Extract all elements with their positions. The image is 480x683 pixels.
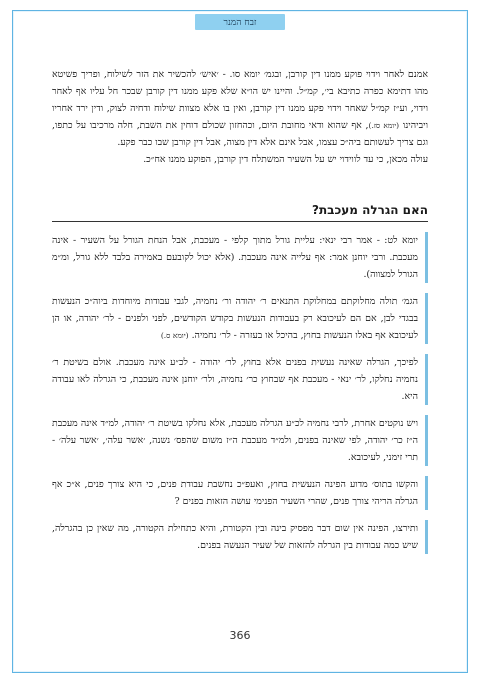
quote-block-3 (52, 354, 428, 405)
quote-block-4 (52, 415, 428, 466)
page-number: 366 (229, 629, 251, 642)
intro-paragraph-1: אמנם לאחר וידוי פוקע ממנו דין קורבן, ובגמ׳ יומא סו. - ׳איש׳ להכשיר את הזר לשילוח, ופריך פשיטא מהו דתימא כפרה כתיבא בי׳, קמ״ל. והיינו יש הו״א שלא פקע ממנו דין קורבן שבכר חל עליו אף לאחר וידוי, וע״ז קמ״ל שאחר וידוי פקע ממנו דין קורבן, ואין בו אלא מצוות שילוח ודחיה לצוק, ודין ירד אחריו ויביהינו (יומא סז.), אף שהוא ודאי מחובת היום, וכהחזון שכולם דוחין את השבת, חלה מרכיבו על כתפו, וגם צריך לעשותם ביה״כ עצמו, אבל אינם אלא דין מצוה, אבל דין קורבן שבו כבר פקע. (52, 69, 428, 148)
running-header-title: זבח המנר (223, 17, 257, 28)
running-header (195, 14, 285, 30)
body-paragraph-5: והקשו בתוס׳ מדוע הפינה הנעשית בחוץ, ואעפ״כ נחשבת עבודת פנים, כי היא צורך פנים, א״כ אף הגרלה הריהי צורך פנים, שהרי השעיר הפנימי עושה הזאות בפנים ? (52, 479, 418, 507)
source-citation: (יומא ס.) (160, 331, 189, 340)
quote-block-2 (52, 293, 428, 344)
page-content (52, 66, 428, 554)
quote-block-5 (52, 476, 428, 510)
body-paragraph-4: ויש נוקטים אחרת, לרבי נחמיה לכ״ע הגרלה מעכבת, אלא נחלקו בשיטת ר׳ יהודה, למ״ד אינה מעכבת ה״ז כר׳ יהודה, לפי שאינה בפנים, ולמ״ד מעכבת ה״ז משום שהפס׳ נשנה, ׳אשר עלה׳, ׳אשר עלה׳ - תרי זימני, לעיכובא. (52, 418, 418, 463)
body-paragraph-1: יומא לט: - אמר רבי ינאי: עליית גורל מתוך קלפי - מעכבת, אבל הנחת הגורל על השעיר - אינה מעכבת. ורבי יוחנן אמר: אף עלייה אינה מעכבת. (אלא יכול לקובעם באמירה בלבד ללא גורל, ומ״מ הגורל למצווה). (52, 235, 418, 280)
quote-block-6 (52, 520, 428, 554)
quote-block-1 (52, 232, 428, 283)
body-paragraph-6: ותירצו, הפינה אין שום דבר מפסיק בינה ובין הקטורת, והיא כתחילת הקטורה, מה שאין כן בהגרלה, שיש כמה עבודות בין הגרלה להזאות של שעיר הנעשה בפנים. (52, 523, 418, 551)
section-title: האם הגרלה מעכבת? (52, 202, 428, 222)
section-spacer (52, 168, 428, 202)
body-paragraph-3: לפיכך, הגרלה שאינה נעשית בפנים אלא בחוץ, לר׳ יהודה - לכ״ע אינה מעכבת. אולם בשיטת ר׳ נחמיה נחלקו, לר׳ ינאי - מעכבת אף שבחוץ כר׳ נחמיה, ולר׳ יוחנן אינה מעכבת, כי הגרלה לאו עבודה היא. (52, 357, 418, 402)
source-citation: (יומא סז.) (368, 121, 400, 130)
intro-paragraph-2: עולה מכאן, כי עד לווידוי יש על השעיר המשתלח דין קורבן, הפוקע ממנו אח״כ. (143, 154, 428, 165)
body-paragraph-2: הגמ׳ תולה מחלוקתם במחלוקת התנאים ר׳ יהודה ור׳ נחמיה, לגבי עבודות מיוחדות ביוה״כ הנעשות בבגדי לבן, אם הם לעיכובא רק בעבודות הנעשות בקודש הקודשים, לפני ולפנים - לר׳ יהודה, או הן לעיכובא אף באלו הנעשות בחוץ, בהיכל או בעזרה - לר׳ נחמיה. (יומא ס.) (52, 296, 418, 341)
